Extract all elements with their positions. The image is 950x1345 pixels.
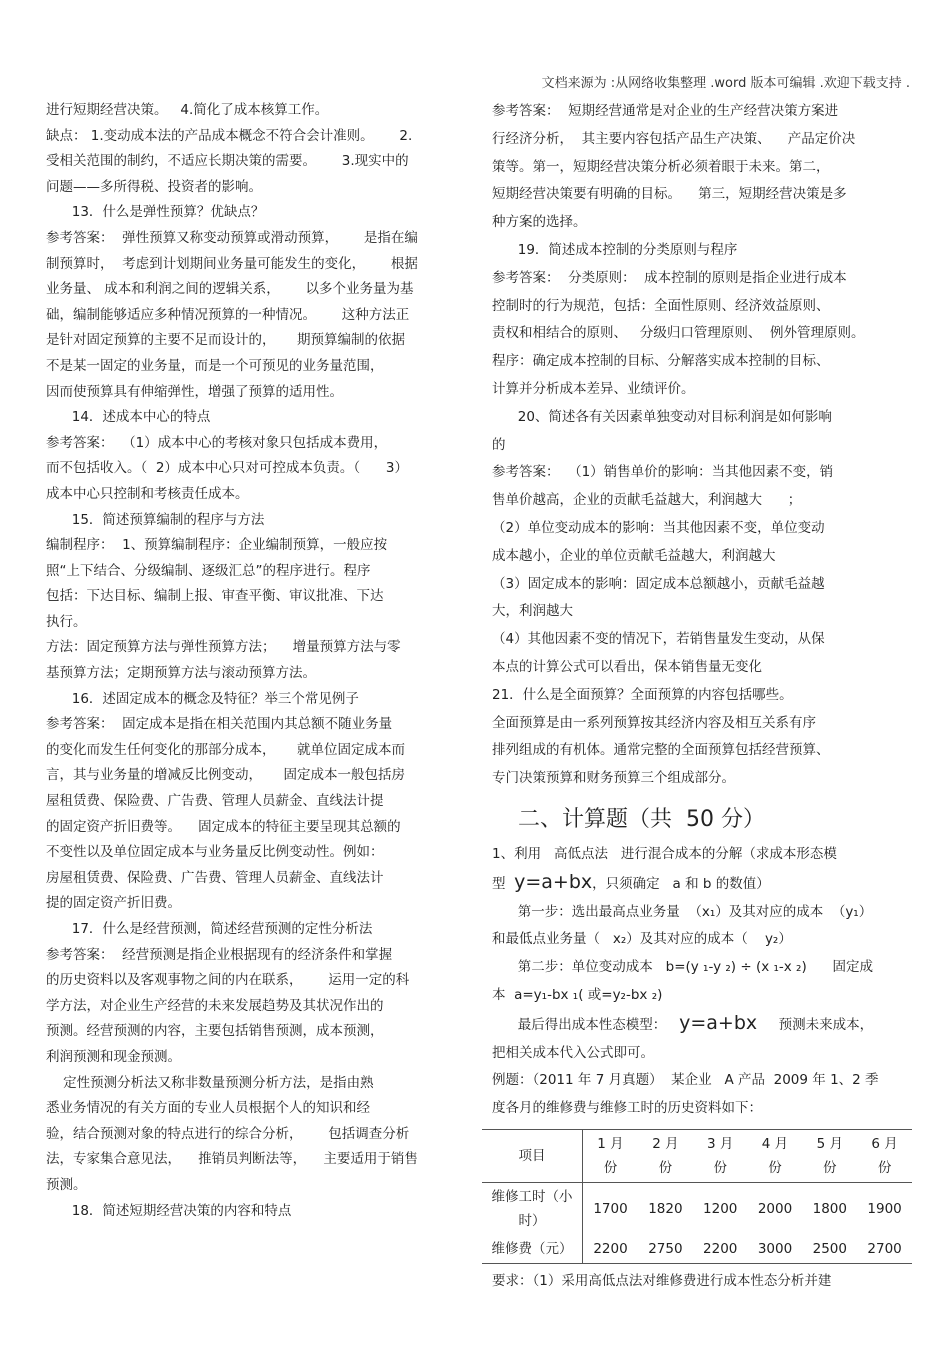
text-line: 法，专家集合意见法， 推销员判断法等， 主要适用于销售 xyxy=(46,1151,418,1168)
formula: y=a+bx xyxy=(679,1011,758,1034)
calc-line: 把相关成本代入公式即可。 xyxy=(492,1044,654,1061)
text-line: 参考答案： 经营预测是指企业根据现有的经济条件和掌握 xyxy=(46,946,393,963)
text-line: 全面预算是由一系列预算按其经济内容及相互关系有序 xyxy=(492,714,816,731)
text-line: 定性预测分析法又称非数量预测分析方法，是指由熟 xyxy=(46,1074,374,1091)
text-line: 排列组成的有机体。通常完整的全面预算包括经营预算、 xyxy=(492,742,830,759)
text-line: 策等。第一，短期经营决策分析必须着眼于未来。第二， xyxy=(492,158,830,175)
text-line: 成本中心只控制和考核责任成本。 xyxy=(46,485,249,502)
calc-line: 最后得出成本性态模型： y=a+bx 预测未来成本， xyxy=(492,1011,874,1034)
text-line: 预测。 xyxy=(46,1176,87,1193)
month-header: 2 月 份 xyxy=(638,1129,693,1182)
table-cell: 1900 xyxy=(867,1200,902,1217)
calc-line: 度各月的维修费与维修工时的历史资料如下： xyxy=(492,1100,762,1117)
calc-line: 第二步：单位变动成本 b=(y ₁-y ₂) ÷ (x ₁-x ₂) 固定成 xyxy=(492,959,873,976)
section-title: 二、计算题（共 50 分） xyxy=(518,806,765,832)
text-line: 14．述成本中心的特点 xyxy=(46,409,211,426)
text-line: 包括：下达目标、编制上报、审查平衡、审议批准、下达 xyxy=(46,588,384,605)
text-line: 参考答案： （1）销售单价的影响：当其他因素不变，销 xyxy=(492,464,834,481)
text-line: 21．什么是全面预算？全面预算的内容包括哪些。 xyxy=(492,686,793,703)
text-line: 大，利润越大 xyxy=(492,603,573,620)
text-line: 编制程序： 1、预算编制程序：企业编制预算，一般应按 xyxy=(46,537,388,554)
text-line: 控制时的行为规范，包括：全面性原则、经济效益原则、 xyxy=(492,297,830,314)
text-line: 参考答案： 弹性预算又称变动预算或滑动预算， 是指在编 xyxy=(46,229,418,246)
text-line: 执行。 xyxy=(46,613,87,630)
text-line: 预测。经营预测的内容，主要包括销售预测，成本预测， xyxy=(46,1023,384,1040)
text-line: 验，结合预测对象的特点进行的综合分析， 包括调查分析 xyxy=(46,1125,410,1142)
row-label-cost: 维修费（元） xyxy=(482,1235,583,1264)
row-label-hours: 维修工时（小 时） xyxy=(482,1182,583,1235)
text-line: 受相关范围的制约，不适应长期决策的需要。 3.现实中的 xyxy=(46,153,409,170)
text-line: 参考答案： 分类原则： 成本控制的原则是指企业进行成本 xyxy=(492,269,847,286)
calc-line: 和最低点业务量（ x₂）及其对应的成本（ y₂） xyxy=(492,931,792,948)
text-line: 专门决策预算和财务预算三个组成部分。 xyxy=(492,770,735,787)
text-line: 17．什么是经营预测，简述经营预测的定性分析法 xyxy=(46,921,373,937)
text-line: 责权和相结合的原则、 分级归口管理原则、 例外管理原则。 xyxy=(492,325,865,342)
text-line: 基预算方法；定期预算方法与滚动预算方法。 xyxy=(46,665,316,682)
table-cell: 1700 xyxy=(593,1200,628,1217)
text-line: 不是某一固定的业务量，而是一个可预见的业务量范围， xyxy=(46,357,384,374)
text-line: 15．简述预算编制的程序与方法 xyxy=(46,511,265,528)
text-line: 础，编制能够适应多种情况预算的一种情况。 这种方法正 xyxy=(46,306,410,323)
left-column xyxy=(46,98,456,1224)
text-line: 19．简述成本控制的分类原则与程序 xyxy=(492,241,738,258)
text-line: 行经济分析， 其主要内容包括产品生产决策、 产品定价决 xyxy=(492,130,856,147)
maintenance-table xyxy=(482,1129,912,1264)
text-line: （2）单位变动成本的影响：当其他因素不变，单位变动 xyxy=(492,519,825,536)
text-line: 的变化而发生任何变化的那部分成本， 就单位固定成本而 xyxy=(46,741,405,758)
text-line: 的固定资产折旧费等。 固定成本的特征主要呈现其总额的 xyxy=(46,818,401,835)
text-line: （3）固定成本的影响：固定成本总额越小，贡献毛益越 xyxy=(492,575,825,592)
text-line: 参考答案： 固定成本是指在相关范围内其总额不随业务量 xyxy=(46,716,393,733)
table-cell: 2000 xyxy=(757,1200,793,1217)
text-line: 计算并分析成本差异、业绩评价。 xyxy=(492,380,695,397)
table-cell: 2500 xyxy=(802,1235,857,1264)
month-header: 4 月 份 xyxy=(748,1129,803,1182)
calc-line: 第一步：选出最高点业务量 （x₁）及其对应的成本 （y₁） xyxy=(492,903,873,920)
table-cell: 2750 xyxy=(638,1235,693,1264)
table-cell: 1820 xyxy=(648,1200,683,1217)
text-line: 20、简述各有关因素单独变动对目标利润是如何影响 xyxy=(492,408,832,425)
text-line: （4）其他因素不变的情况下，若销售量发生变动，从保 xyxy=(492,631,825,648)
text-line: 不变性以及单位固定成本与业务量反比例变动性。例如： xyxy=(46,844,384,861)
text-line: 参考答案： 短期经营通常是对企业的生产经营决策方案进 xyxy=(492,103,839,119)
page-header-note: 文档来源为 :从网络收集整理 .word 版本可编辑 .欢迎下载支持 . xyxy=(541,76,910,91)
table-cell: 2200 xyxy=(583,1235,639,1264)
month-header: 6 月 份 xyxy=(857,1129,912,1182)
table-cell: 1800 xyxy=(812,1200,847,1217)
text-line: 照“上下结合、分级编制、逐级汇总”的程序进行。程序 xyxy=(46,562,371,579)
text-line: 短期经营决策要有明确的目标。 第三，短期经营决策是多 xyxy=(492,186,847,203)
formula: y=a+bx xyxy=(514,870,593,893)
text-line: 学方法，对企业生产经营的未来发展趋势及其状况作出的 xyxy=(46,997,384,1014)
text-line: 方法：固定预算方法与弹性预算方法； 增量预算方法与零 xyxy=(46,639,401,656)
text-line: 是针对固定预算的主要不足而设计的， 期预算编制的依据 xyxy=(46,332,405,349)
text-line: 13．什么是弹性预算？优缺点？ xyxy=(46,204,265,221)
text-line: 因而使预算具有伸缩弹性，增强了预算的适用性。 xyxy=(46,383,343,400)
text-line: 缺点： 1.变动成本法的产品成本概念不符合会计准则。 2. xyxy=(46,127,413,144)
table-header-label: 项目 xyxy=(482,1129,583,1182)
text-line: 成本越小，企业的单位贡献毛益越大，利润越大 xyxy=(492,547,776,564)
text-line: 参考答案： （1）成本中心的考核对象只包括成本费用， xyxy=(46,434,388,451)
right-column xyxy=(492,98,910,1296)
text-line: 的历史资料以及客观事物之间的内在联系， 运用一定的科 xyxy=(46,972,410,989)
text-line: 问题——多所得税、投资者的影响。 xyxy=(46,178,262,195)
text-line: 利润预测和现金预测。 xyxy=(46,1048,181,1065)
text-line: 屋租赁费、保险费、广告费、管理人员薪金、直线法计提 xyxy=(46,793,384,810)
text-line: 房屋租赁费、保险费、广告费、管理人员薪金、直线法计 xyxy=(46,869,384,886)
table-cell: 2700 xyxy=(857,1235,912,1264)
calc-line: 1、利用 高低点法 进行混合成本的分解（求成本形态模 xyxy=(492,845,837,862)
table-cell: 1200 xyxy=(703,1200,738,1217)
calc-line: 本 a=y₁-bx ₁( 或=y₂-bx ₂) xyxy=(492,986,663,1003)
text-line: 程序：确定成本控制的目标、分解落实成本控制的目标、 xyxy=(492,353,830,370)
text-line: 进行短期经营决策。 4.简化了成本核算工作。 xyxy=(46,102,329,118)
table-cell: 3000 xyxy=(748,1235,803,1264)
month-header: 1 月 份 xyxy=(583,1129,639,1182)
text-line: 制预算时， 考虑到计划期间业务量可能发生的变化， 根据 xyxy=(46,255,418,272)
text-line: 16．述固定成本的概念及特征？举三个常见例子 xyxy=(46,690,359,707)
text-line: 业务量、 成本和利润之间的逻辑关系， 以多个业务量为基 xyxy=(46,281,414,298)
table-cell: 2200 xyxy=(693,1235,748,1264)
text-line: 而不包括收入。（ 2）成本中心只对可控成本负责。（ 3） xyxy=(46,460,409,477)
month-header: 5 月 份 xyxy=(802,1129,857,1182)
text-line: 本点的计算公式可以看出，保本销售量无变化 xyxy=(492,658,762,675)
text-line: 言，其与业务量的增减反比例变动， 固定成本一般包括房 xyxy=(46,767,405,784)
text-line: 的 xyxy=(492,436,506,453)
text-line: 18．简述短期经营决策的内容和特点 xyxy=(46,1202,292,1219)
text-line: 提的固定资产折旧费。 xyxy=(46,895,181,912)
calc-line: 型 y=a+bx，只须确定 a 和 b 的数值） xyxy=(492,870,770,893)
month-header: 3 月 份 xyxy=(693,1129,748,1182)
text-line: 悉业务情况的有关方面的专业人员根据个人的知识和经 xyxy=(46,1100,370,1117)
requirement-line: 要求：（1）采用高低点法对维修费进行成本性态分析并建 xyxy=(492,1272,832,1289)
calc-line: 例题：（2011 年 7 月真题） 某企业 A 产品 2009 年 1、2 季 xyxy=(492,1072,879,1089)
text-line: 种方案的选择。 xyxy=(492,214,587,231)
text-line: 售单价越高，企业的贡献毛益越大，利润越大 ； xyxy=(492,492,802,509)
